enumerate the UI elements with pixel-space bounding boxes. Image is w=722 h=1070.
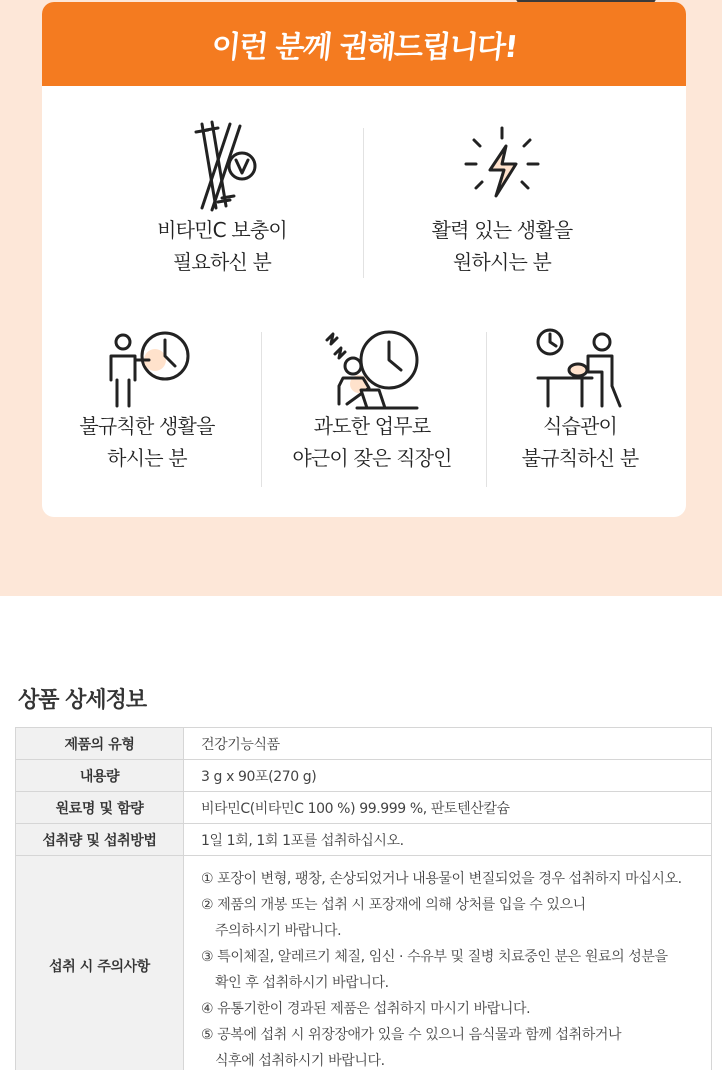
divider (261, 332, 262, 487)
overtime-worker-icon (317, 326, 427, 410)
caution-line-cont: 확인 후 섭취하시기 바랍니다. (215, 975, 389, 991)
recommend-caption-3b: 하시는 분 (107, 446, 187, 470)
caution-line: ① 포장이 변형, 팽창, 손상되었거나 내용물이 변질되었을 경우 섭취하지 마십시오. (201, 871, 682, 887)
vitamin-c-sticks-icon (172, 118, 272, 214)
caution-item (201, 944, 711, 996)
recommend-caption-3a: 불규칙한 생활을 (79, 414, 215, 438)
recommend-caption-2b: 원하시는 분 (452, 250, 552, 274)
recommend-caption-4a: 과도한 업무로 (313, 414, 431, 438)
caution-item (201, 996, 711, 1022)
table-row (16, 792, 712, 824)
recommend-item-energy (402, 118, 602, 278)
product-info-title: 상품 상세정보 (18, 688, 147, 713)
caution-item (201, 1022, 711, 1070)
caution-line: ② 제품의 개봉 또는 섭취 시 포장재에 의해 상처를 입을 수 있으니 (201, 897, 586, 913)
recommend-item-diet (488, 326, 672, 474)
row-label: 원료명 및 함량 (16, 792, 184, 824)
row-value: 비타민C(비타민C 100 %) 99.999 %, 판토텐산칼슘 (184, 792, 712, 824)
table-row (16, 824, 712, 856)
row-label: 제품의 유형 (16, 728, 184, 760)
person-clock-icon (97, 326, 197, 410)
recommendation-card (42, 2, 686, 517)
table-row-cautions (16, 856, 712, 1070)
row-value: 3 g x 90포(270 g) (184, 760, 712, 792)
caution-line: ④ 유통기한이 경과된 제품은 섭취하지 마시기 바랍니다. (201, 1001, 531, 1017)
divider (363, 128, 364, 278)
divider (486, 332, 487, 487)
caution-item (201, 892, 711, 944)
caution-label: 섭취 시 주의사항 (16, 856, 184, 1070)
caution-list (184, 856, 712, 1070)
caution-line: ③ 특이체질, 알레르기 체질, 임신 · 수유부 및 질병 치료중인 분은 원료의 성분을 (201, 949, 668, 965)
caution-line-cont: 주의하시기 바랍니다. (215, 923, 342, 939)
recommend-caption-1b: 필요하신 분 (172, 250, 272, 274)
recommend-item-vitamin (122, 118, 322, 278)
row-label: 내용량 (16, 760, 184, 792)
table-row (16, 728, 712, 760)
table-row (16, 760, 712, 792)
row-value: 1일 1회, 1회 1포를 섭취하십시오. (184, 824, 712, 856)
caution-line-cont: 식후에 섭취하시기 바랍니다. (215, 1053, 385, 1069)
product-info-table (15, 727, 712, 1070)
caution-item (201, 866, 711, 892)
recommend-caption-1a: 비타민C 보충이 (157, 218, 287, 242)
recommendation-heading: 이런 분께 권해드립니다! (209, 30, 518, 65)
recommend-caption-5b: 불규칙하신 분 (521, 446, 639, 470)
meal-clock-icon (530, 326, 630, 410)
lightning-energy-icon (452, 118, 552, 214)
recommend-caption-2a: 활력 있는 생활을 (431, 218, 573, 242)
recommend-caption-4b: 야근이 잦은 직장인 (292, 446, 452, 470)
recommend-item-overtime (272, 326, 472, 474)
row-label: 섭취량 및 섭취방법 (16, 824, 184, 856)
recommend-caption-5a: 식습관이 (542, 414, 618, 438)
recommendation-header (42, 2, 686, 86)
row-value: 건강기능식품 (184, 728, 712, 760)
caution-line: ⑤ 공복에 섭취 시 위장장애가 있을 수 있으니 음식물과 함께 섭취하거나 (201, 1027, 622, 1043)
recommend-item-irregular (54, 326, 240, 474)
